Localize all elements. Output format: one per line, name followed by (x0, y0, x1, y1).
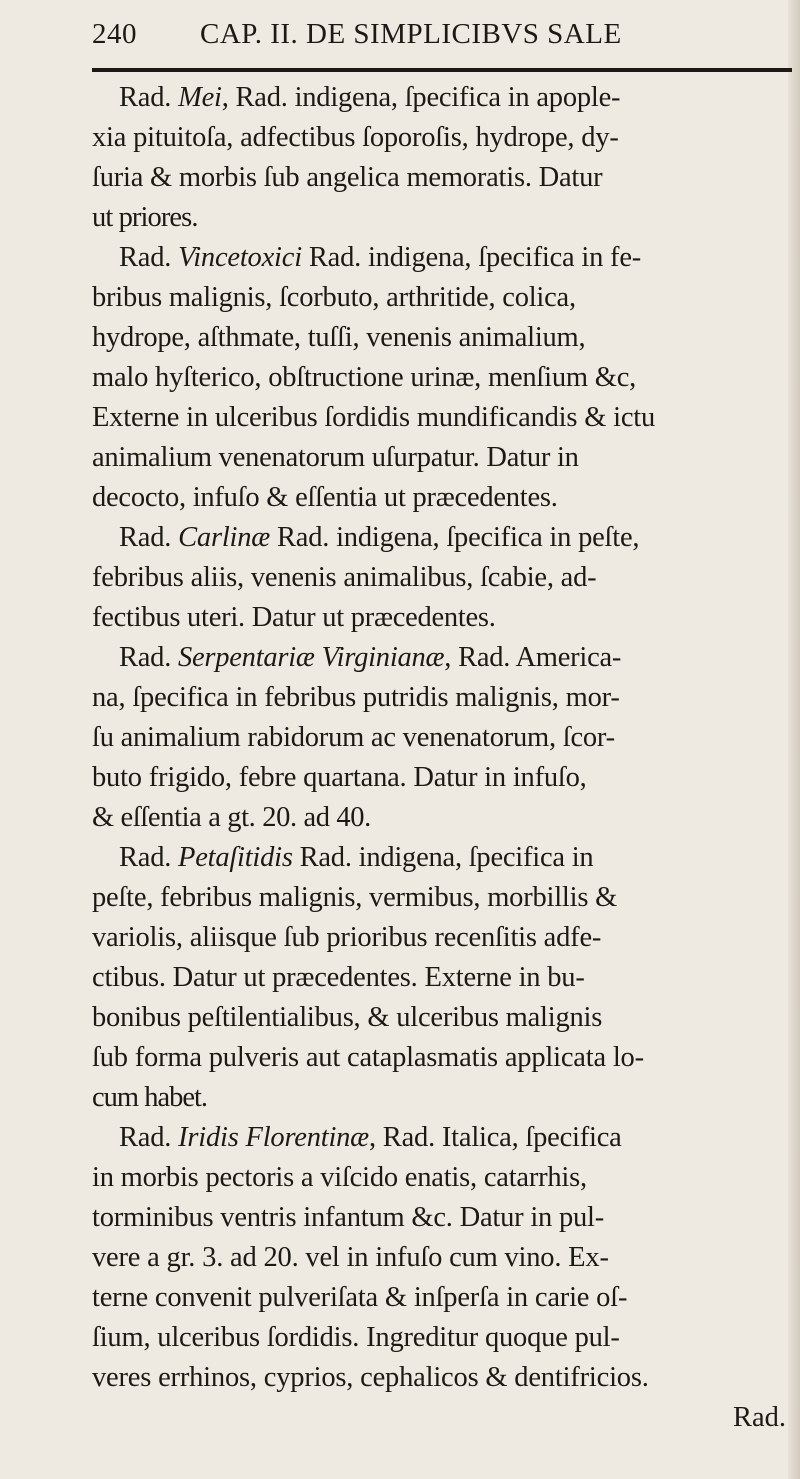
text-segment: Rad. (119, 1122, 179, 1153)
text-line (92, 558, 800, 598)
text-line (92, 158, 800, 198)
plant-name: Vincetoxici (178, 242, 302, 273)
page-header (92, 18, 792, 58)
text-segment: ſium, ulceribus ſordidis. Ingreditur quoque pul- (92, 1322, 620, 1353)
text-line (92, 1078, 800, 1118)
header-rule (92, 68, 792, 72)
text-line (92, 1238, 800, 1278)
text-segment: malo hyſterico, obſtructione urinæ, menſium &c, (92, 362, 637, 393)
text-segment: Rad. indigena, ſpecifica in peſte, (270, 522, 640, 553)
text-line (92, 1158, 800, 1198)
text-line (92, 1118, 800, 1158)
catchword (92, 1398, 800, 1438)
text-line (92, 678, 800, 718)
text-segment: terne convenit pulveriſata & inſperſa in carie oſ- (92, 1282, 628, 1313)
text-segment: variolis, aliisque ſub prioribus recenſitis adfe- (92, 922, 602, 953)
text-line (92, 358, 800, 398)
text-segment: , Rad. Italica, ſpecifica (368, 1122, 622, 1153)
text-segment: ſuria & morbis ſub angelica memoratis. Datur (92, 162, 603, 193)
running-title: CAP. II. DE SIMPLICIBVS SALE (200, 18, 622, 50)
text-segment: Rad. (119, 522, 179, 553)
text-line (92, 1038, 800, 1078)
text-segment: torminibus ventris infantum &c. Datur in pul- (92, 1202, 605, 1233)
text-line (92, 1358, 800, 1398)
text-line (92, 278, 800, 318)
text-segment: Rad. (119, 642, 178, 673)
text-segment: ſu animalium rabidorum ac venenatorum, ſcor- (92, 722, 615, 753)
text-line (92, 398, 800, 438)
text-line (92, 918, 800, 958)
text-line (92, 598, 800, 638)
text-segment: na, ſpecifica in febribus putridis malignis, mor- (92, 682, 620, 713)
text-segment: fectibus uteri. Datur ut præcedentes. (92, 602, 496, 633)
text-line (92, 438, 800, 478)
text-segment: Externe in ulceribus ſordidis mundificandis & ictu (92, 402, 656, 433)
text-line (92, 958, 800, 998)
text-segment: Rad. (119, 242, 179, 273)
text-line (92, 1198, 800, 1238)
text-line (92, 238, 800, 278)
text-line (92, 878, 800, 918)
text-segment: Rad. (119, 82, 179, 113)
text-segment: veres errhinos, cyprios, cephalicos & dentifricios. (92, 1362, 649, 1393)
text-line (92, 518, 800, 558)
text-segment: ſub forma pulveris aut cataplasmatis applicata lo- (92, 1042, 644, 1073)
text-segment: Rad. indigena, ſpecifica in fe- (301, 242, 642, 273)
text-segment: febribus aliis, venenis animalibus, ſcabie, ad- (92, 562, 597, 593)
text-segment: xia pituitoſa, adfectibus ſoporoſis, hydrope, dy- (92, 122, 619, 153)
plant-name: Petaſitidis (178, 842, 293, 873)
body-text (92, 78, 800, 1438)
text-segment: , Rad. indigena, ſpecifica in apople- (221, 82, 621, 113)
text-line (92, 718, 800, 758)
plant-name: Mei (178, 82, 222, 113)
text-line (92, 798, 800, 838)
text-line (92, 758, 800, 798)
text-segment: buto frigido, febre quartana. Datur in infuſo, (92, 762, 587, 793)
text-line (92, 1318, 800, 1358)
text-segment: & eſſentia a gt. 20. ad 40. (92, 802, 371, 833)
text-line (92, 838, 800, 878)
text-segment: hydrope, aſthmate, tuſſi, venenis animalium, (92, 322, 586, 353)
text-segment: bonibus peſtilentialibus, & ulceribus malignis (92, 1002, 603, 1033)
text-segment: ctibus. Datur ut præcedentes. Externe in bu- (92, 962, 585, 993)
plant-name: Iridis Florentinæ (178, 1122, 369, 1153)
text-line (92, 478, 800, 518)
text-segment: vere a gr. 3. ad 20. vel in infuſo cum vino. Ex- (92, 1242, 609, 1273)
text-line (92, 118, 800, 158)
plant-name: Serpentariæ Virginianæ (177, 642, 445, 673)
text-segment: ut priores. (92, 202, 198, 233)
text-segment: bribus malignis, ſcorbuto, arthritide, colica, (92, 282, 576, 313)
text-segment: , Rad. America- (444, 642, 622, 673)
text-segment: decocto, infuſo & eſſentia ut præcedentes. (92, 482, 558, 513)
plant-name: Carlinæ (178, 522, 271, 553)
text-line (92, 78, 800, 118)
text-line (92, 638, 800, 678)
text-segment: cum habet. (92, 1082, 208, 1113)
text-line (92, 198, 800, 238)
text-segment: in morbis pectoris a viſcido enatis, catarrhis, (92, 1162, 587, 1193)
text-segment: Rad. indigena, ſpecifica in (292, 842, 594, 873)
text-segment: Rad. (119, 842, 179, 873)
text-line (92, 1278, 800, 1318)
text-segment: animalium venenatorum uſurpatur. Datur in (92, 442, 579, 473)
text-line (92, 318, 800, 358)
text-segment: peſte, febribus malignis, vermibus, morbillis & (92, 882, 618, 913)
text-line (92, 998, 800, 1038)
page-number: 240 (92, 18, 137, 50)
text-segment: Rad. (732, 1402, 786, 1433)
